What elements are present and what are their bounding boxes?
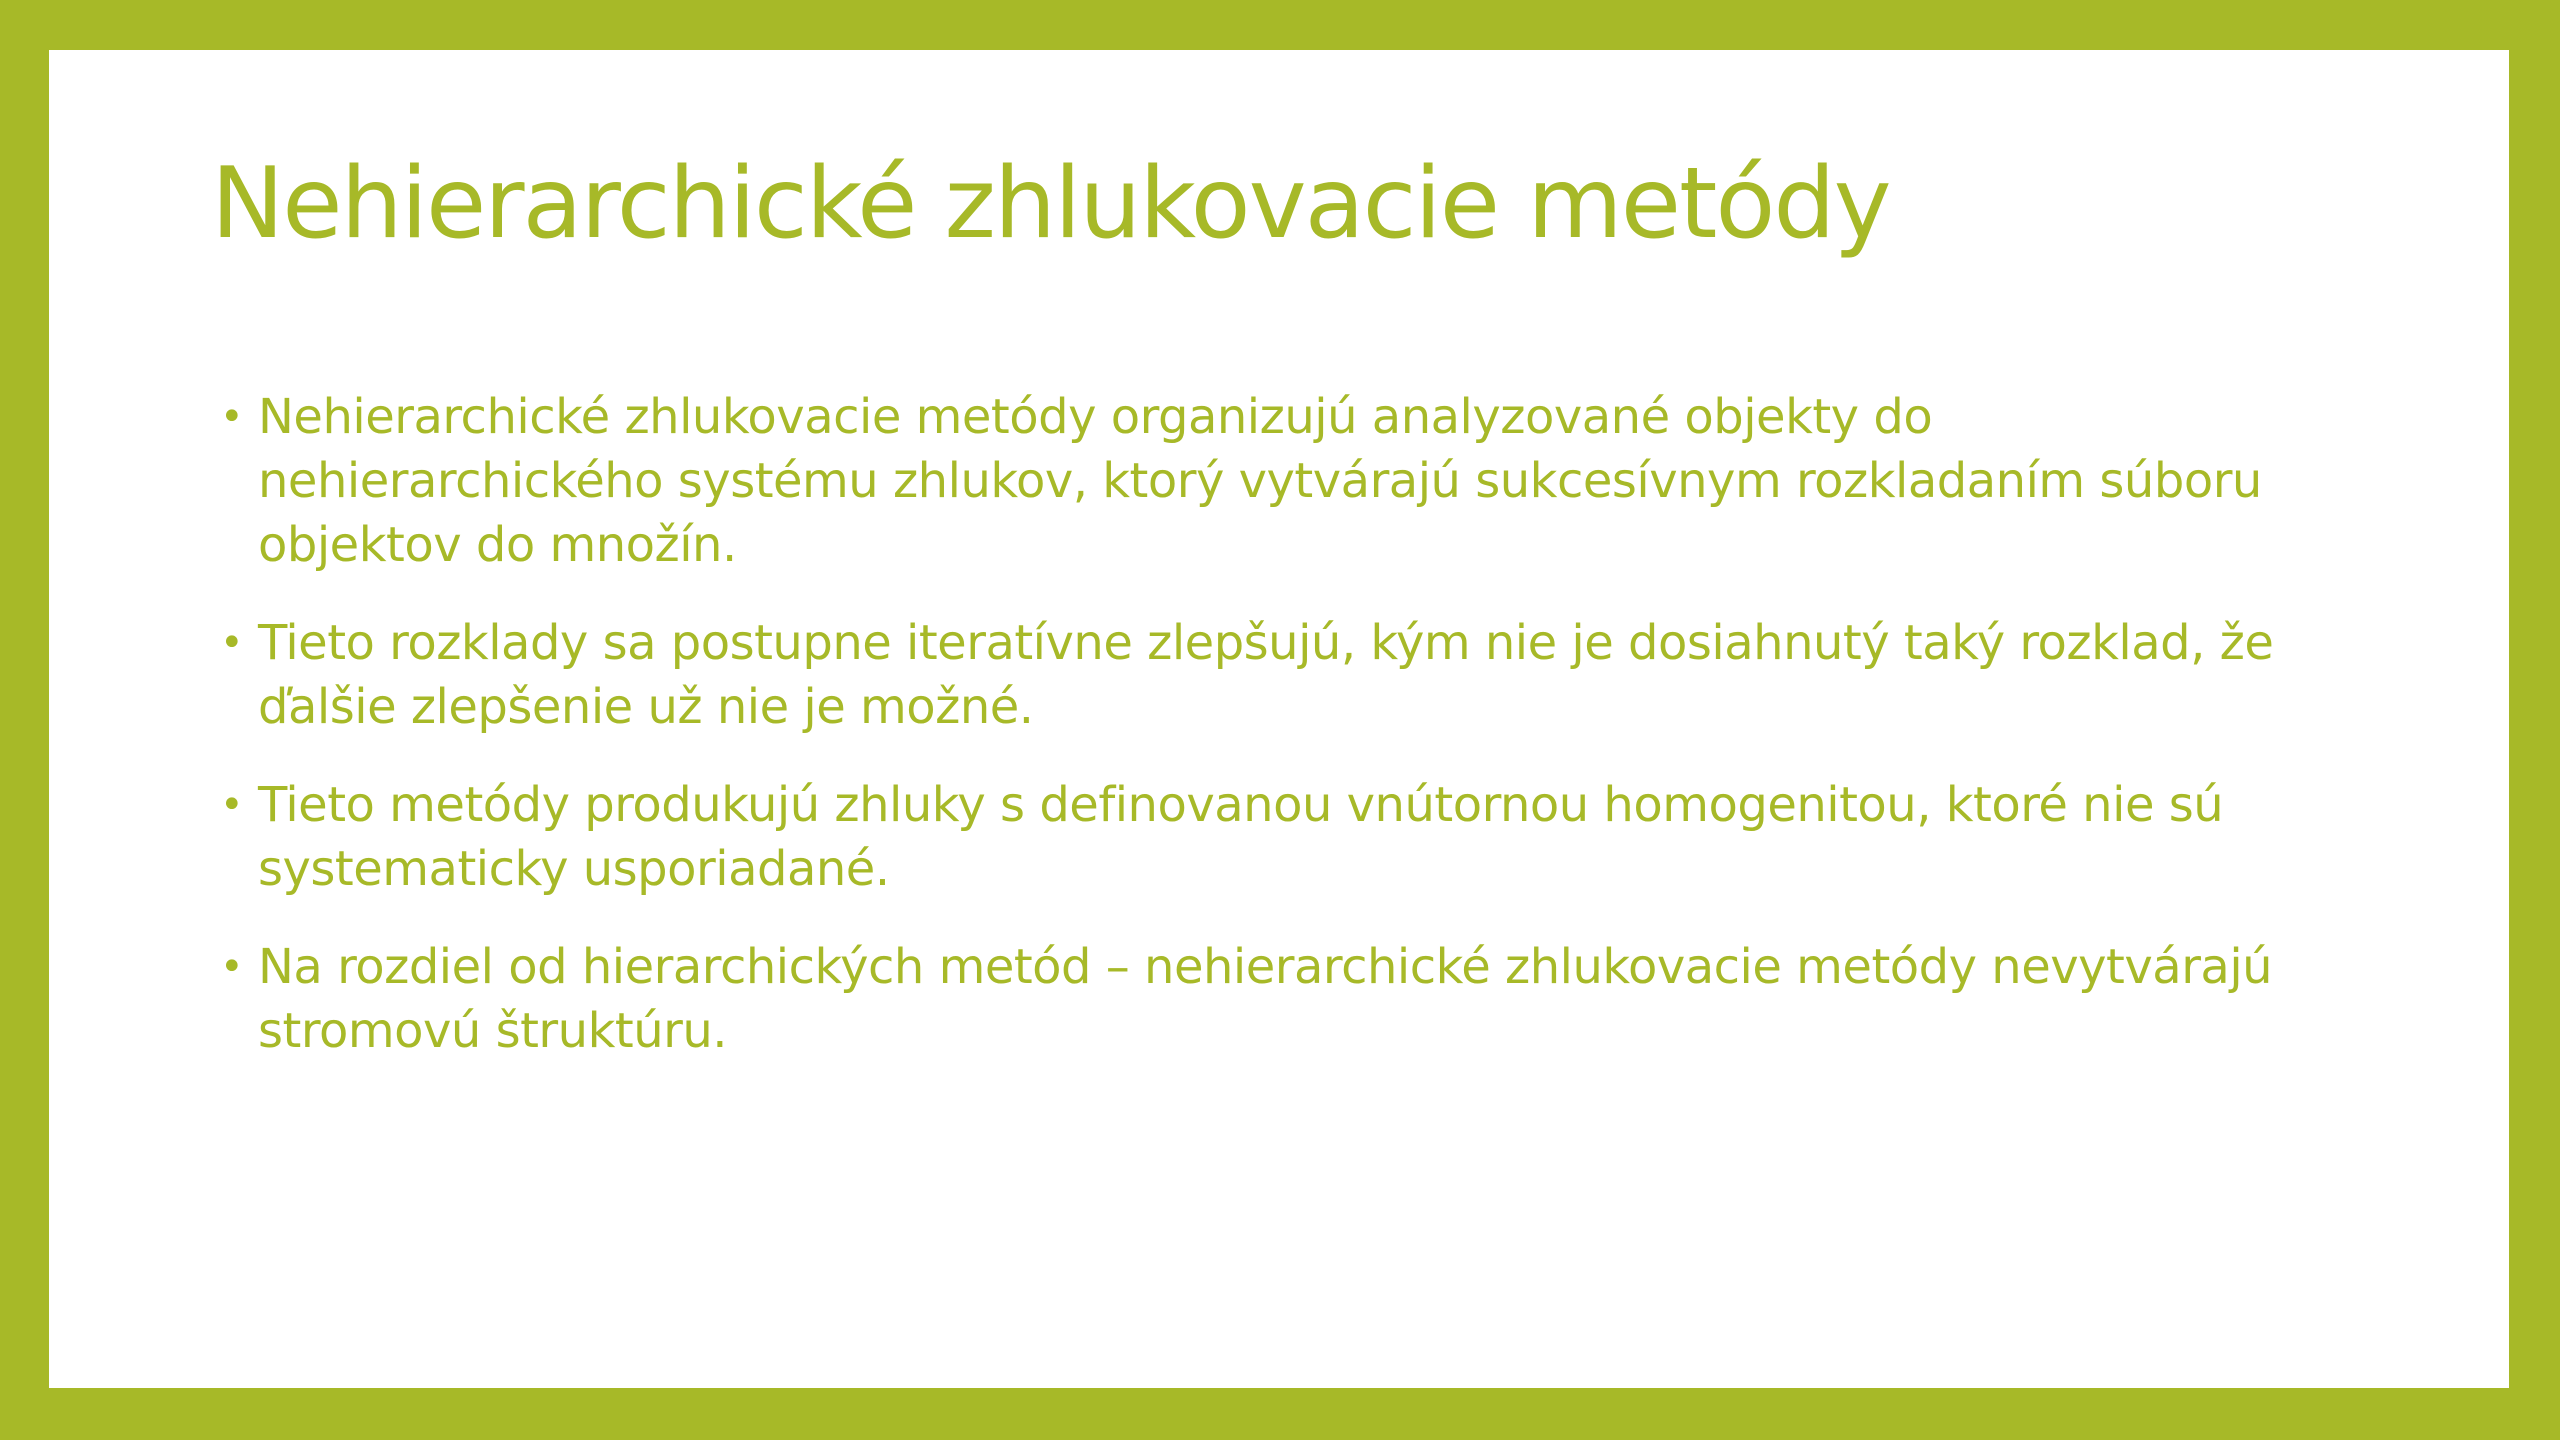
bullet-item-3 bbox=[220, 773, 2320, 901]
bullet-dot-icon: • bbox=[220, 394, 244, 440]
bullet-item-2 bbox=[220, 611, 2320, 739]
bullet-dot-icon: • bbox=[220, 620, 244, 666]
bullet-dot-icon: • bbox=[220, 944, 244, 990]
slide-title: Nehierarchické zhlukovacie metódy bbox=[211, 147, 1890, 261]
bullet-dot-icon: • bbox=[220, 782, 244, 828]
bullet-item-4 bbox=[220, 935, 2320, 1063]
bullet-text-1: Nehierarchické zhlukovacie metódy organizujú analyzované objekty do nehierarchického systému zhlukov, ktorý vytvárajú sukcesívnym rozkladaním súboru objektov do množín. bbox=[258, 389, 2262, 573]
bullet-text-4: Na rozdiel od hierarchických metód – nehierarchické zhlukovacie metódy nevytvárajú stromovú štruktúru. bbox=[258, 939, 2273, 1059]
bullet-text-2: Tieto rozklady sa postupne iteratívne zlepšujú, kým nie je dosiahnutý taký rozklad, že ďalšie zlepšenie už nie je možné. bbox=[258, 615, 2274, 735]
bullet-list bbox=[220, 385, 2320, 1097]
bullet-item-1 bbox=[220, 385, 2320, 577]
bullet-text-3: Tieto metódy produkujú zhluky s definovanou vnútornou homogenitou, ktoré nie sú systematicky usporiadané. bbox=[258, 777, 2224, 897]
